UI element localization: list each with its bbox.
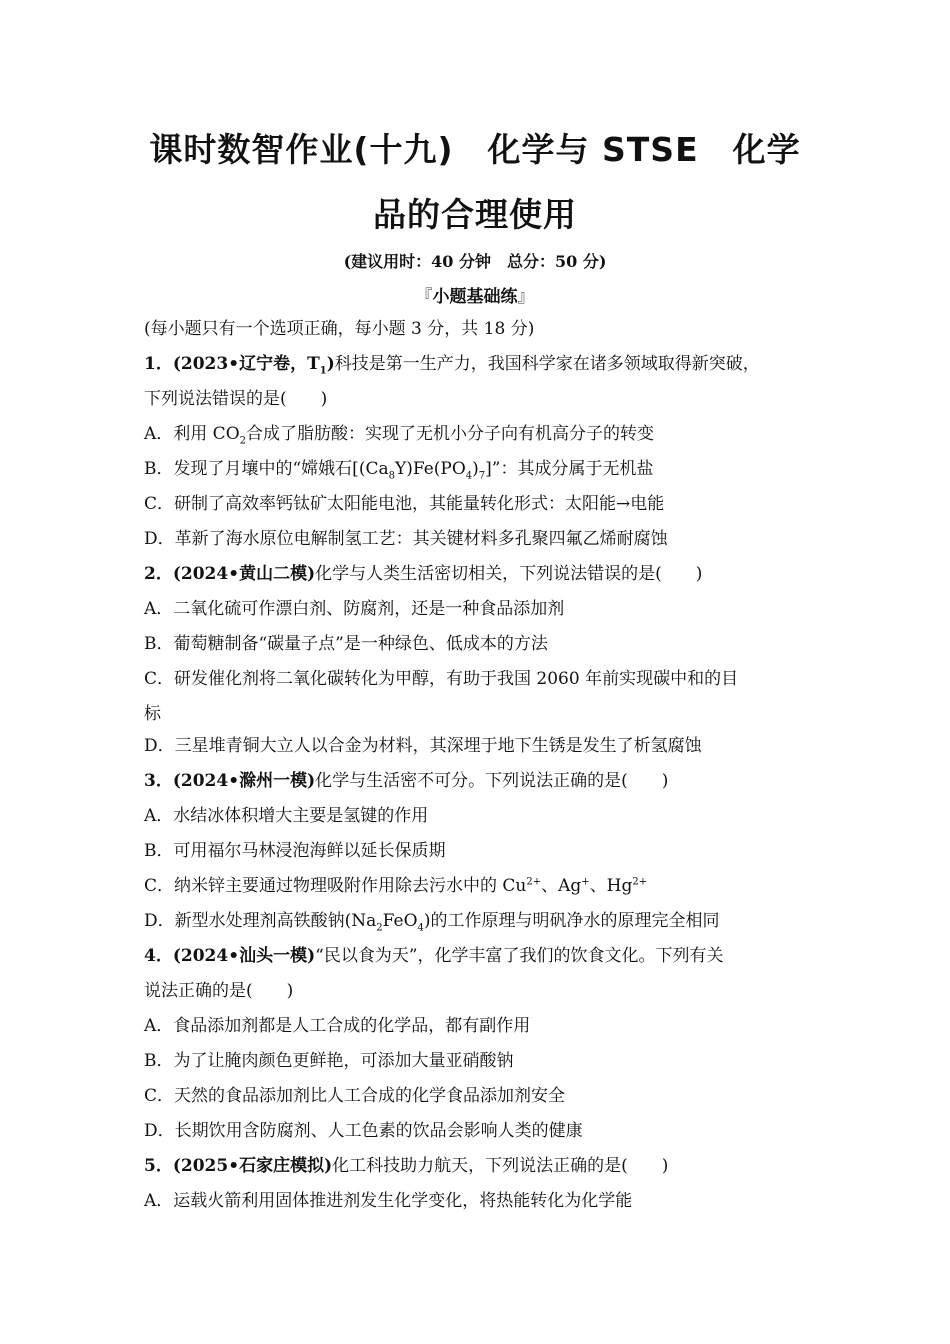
question-source: (2024•滁州一模) xyxy=(172,771,316,791)
question-source: (2024•汕头一模) xyxy=(172,946,316,966)
question-2-option-c: C．研发催化剂将二氧化碳转化为甲醇，有助于我国 2060 年前实现碳中和的目 xyxy=(144,669,739,689)
question-2-option-d: D．三星堆青铜大立人以合金为材料，其深埋于地下生锈是发生了析氢腐蚀 xyxy=(144,736,702,756)
question-4-option-d: D．长期饮用含防腐剂、人工色素的饮品会影响人类的健康 xyxy=(144,1121,583,1141)
option-text: FeO xyxy=(382,911,418,931)
option-text: A．利用 CO xyxy=(144,424,240,444)
option-subscript: 4 xyxy=(417,922,424,934)
question-4-option-a: A．食品添加剂都是人工合成的化学品，都有副作用 xyxy=(144,1016,531,1036)
question-1-option-c: C．研制了高效率钙钛矿太阳能电池，其能量转化形式：太阳能→电能 xyxy=(144,494,665,514)
question-4-stem-cont: 说法正确的是( ) xyxy=(144,981,294,1001)
option-superscript: + xyxy=(581,876,590,888)
option-text: C．纳米锌主要通过物理吸附作用除去污水中的 Cu xyxy=(144,876,527,896)
question-source: (2024•黄山二模) xyxy=(172,564,316,584)
question-3-option-d xyxy=(144,911,720,934)
question-4-option-b: B．为了让腌肉颜色更鲜艳，可添加大量亚硝酸钠 xyxy=(144,1051,514,1071)
question-4-option-c: C．天然的食品添加剂比人工合成的化学食品添加剂安全 xyxy=(144,1086,566,1106)
question-stem-text: 化学与生活密不可分。下列说法正确的是( ) xyxy=(315,771,669,791)
option-text: Y)Fe(PO xyxy=(394,459,466,479)
option-subscript: 2 xyxy=(239,435,246,447)
question-2-stem xyxy=(144,566,702,583)
question-source xyxy=(172,354,335,377)
page-title-line-1: 课时数智作业(十九) 化学与 STSE 化学 xyxy=(149,130,801,169)
question-5-stem xyxy=(144,1158,668,1175)
question-1-option-b xyxy=(144,459,654,482)
question-3-stem xyxy=(144,773,668,790)
option-text: 合成了脂肪酸：实现了无机小分子向有机高分子的转变 xyxy=(246,424,654,444)
option-text: )的工作原理与明矾净水的原理完全相同 xyxy=(423,911,720,931)
question-1-stem xyxy=(144,354,760,377)
question-3-option-b: B．可用福尔马林浸泡海鲜以延长保质期 xyxy=(144,841,446,861)
option-text: B．发现了月壤中的“嫦娥石[(Ca xyxy=(144,459,389,479)
option-text: D．新型水处理剂高铁酸钠(Na xyxy=(144,911,377,931)
section-label: 小题基础练 xyxy=(432,287,518,307)
source-text: (2023•辽宁卷，T xyxy=(172,354,320,374)
option-subscript: 7 xyxy=(478,470,486,482)
question-number: 3． xyxy=(144,771,173,791)
section-heading xyxy=(0,282,950,307)
question-stem-text: “民以食为天”，化学丰富了我们的饮食文化。下列有关 xyxy=(315,946,724,966)
question-number: 4． xyxy=(144,946,173,966)
question-2-option-c-cont: 标 xyxy=(144,704,161,724)
question-number: 2． xyxy=(144,564,173,584)
option-subscript: 8 xyxy=(388,470,395,482)
question-stem-text: 科技是第一生产力，我国科学家在诸多领域取得新突破， xyxy=(334,354,760,374)
option-text: ]”：其成分属于无机盐 xyxy=(485,459,654,479)
instruction-text: (每小题只有一个选项正确，每小题 3 分，共 18 分) xyxy=(144,319,535,339)
option-subscript: 2 xyxy=(376,922,383,934)
question-number: 1． xyxy=(144,354,173,374)
option-superscript: 2+ xyxy=(632,876,648,888)
option-text: 、Ag xyxy=(541,876,582,896)
option-text: ) xyxy=(472,459,479,479)
question-1-option-a xyxy=(144,424,654,447)
section-right-bracket: 』 xyxy=(517,287,535,307)
question-stem-text: 化工科技助力航天，下列说法正确的是( ) xyxy=(332,1156,669,1176)
option-superscript: 2+ xyxy=(526,876,542,888)
question-1-option-d: D．革新了海水原位电解制氢工艺：其关键材料多孔聚四氟乙烯耐腐蚀 xyxy=(144,529,668,549)
question-source: (2025•石家庄模拟) xyxy=(172,1156,333,1176)
question-4-stem xyxy=(144,948,724,965)
page-title-line-2: 品的合理使用 xyxy=(373,195,577,234)
question-stem-text: 化学与人类生活密切相关，下列说法错误的是( ) xyxy=(315,564,703,584)
question-2-option-a: A．二氧化硫可作漂白剂、防腐剂，还是一种食品添加剂 xyxy=(144,599,565,619)
question-1-stem-cont: 下列说法错误的是( ) xyxy=(144,389,328,409)
option-text: 、Hg xyxy=(589,876,633,896)
section-left-bracket: 『 xyxy=(415,287,433,307)
source-subscript: 1 xyxy=(319,365,327,377)
time-and-score-note: (建议用时：40 分钟 总分：50 分) xyxy=(343,252,607,271)
option-subscript: 4 xyxy=(465,470,473,482)
question-number: 5． xyxy=(144,1156,173,1176)
source-end: ) xyxy=(326,354,335,374)
question-2-option-b: B．葡萄糖制备“碳量子点”是一种绿色、低成本的方法 xyxy=(144,634,548,654)
question-3-option-a: A．水结冰体积增大主要是氢键的作用 xyxy=(144,806,429,826)
question-5-option-a: A．运载火箭利用固体推进剂发生化学变化，将热能转化为化学能 xyxy=(144,1191,633,1211)
question-3-option-c xyxy=(144,878,647,895)
